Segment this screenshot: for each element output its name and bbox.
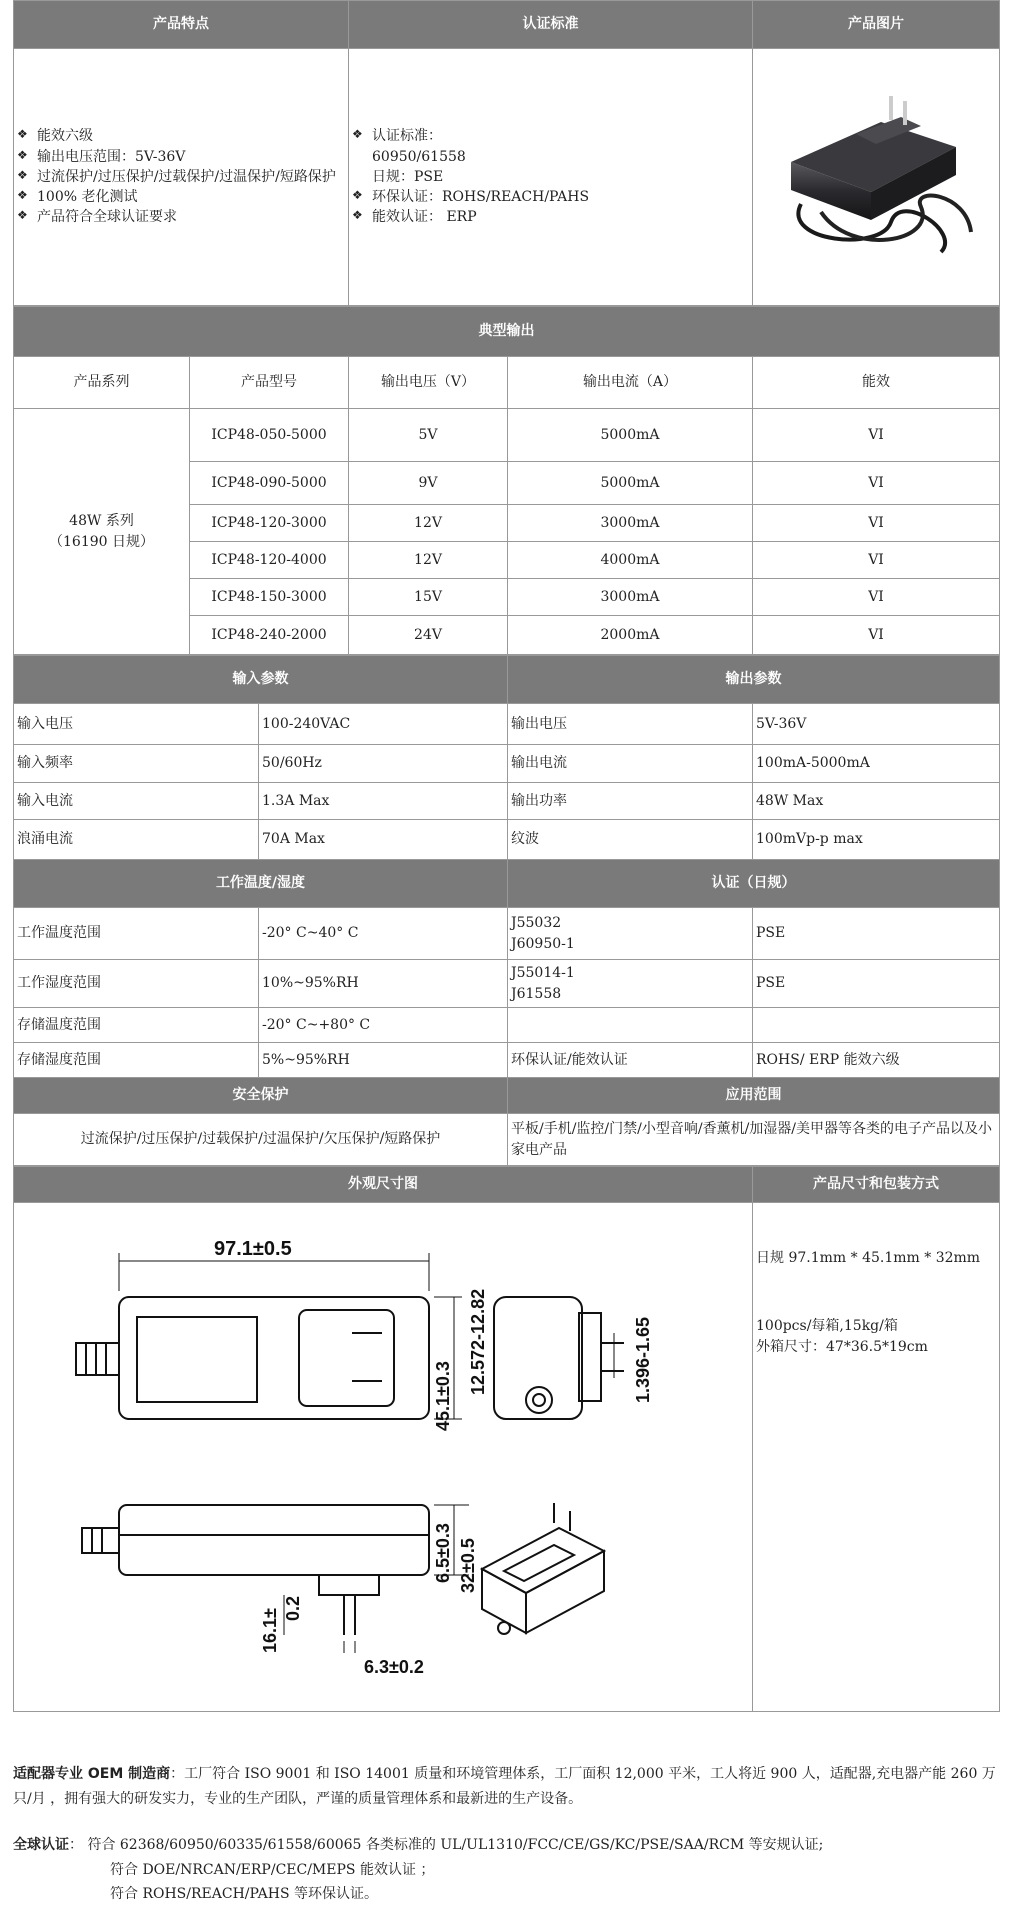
col-current: 输出电流（A） [508, 357, 753, 409]
features-header: 产品特点 [14, 1, 349, 49]
application-text: 平板/手机/监控/门禁/小型音响/香薰机/加湿器/美甲器等各类的电子产品以及小家电产品 [508, 1114, 1000, 1166]
features-list: ❖ 能效六级 ❖ 输出电压范围：5V-36V ❖ 过流保护/过压保护/过载保护/过温保护/短路保护 ❖ 100% 老化测试 ❖ 产品符合全球认证要求 [14, 49, 349, 306]
dim-prong-tol: 0.2 [283, 1595, 303, 1621]
col-efficiency: 能效 [753, 357, 1000, 409]
bullet-icon: ❖ [17, 127, 28, 142]
table-row: ICP48-150-3000 15V 3000mA VI [14, 579, 1000, 616]
size-title: 产品尺寸和包装方式 [753, 1167, 1000, 1203]
certs-header: 认证标准 [349, 1, 753, 49]
bullet-icon: ❖ [17, 208, 28, 223]
params-table [13, 655, 1000, 1166]
bullet-icon: ❖ [352, 188, 363, 203]
table-row: 48W 系列 （16190 日规） ICP48-050-5000 5V 5000mA VI [14, 409, 1000, 462]
typical-output-table [13, 306, 1000, 655]
table-row: 工作湿度范围 10%~95%RH J55014-1 J61558 PSE [14, 960, 1000, 1008]
input-params-title: 输入参数 [14, 656, 508, 704]
typical-output-title: 典型输出 [14, 307, 1000, 357]
table-row: ICP48-120-3000 12V 3000mA VI [14, 505, 1000, 542]
dim-side-a: 6.5±0.3 [433, 1523, 453, 1583]
application-title: 应用范围 [508, 1078, 1000, 1114]
table-row: 浪涌电流 70A Max 纹波 100mVp-p max [14, 820, 1000, 860]
dim-prong-range: 1.396-1.65 [633, 1316, 653, 1403]
env-title: 工作温度/湿度 [14, 860, 508, 908]
bullet-icon: ❖ [17, 167, 28, 182]
size-carton: 外箱尺寸：47*36.5*19cm [756, 1338, 928, 1355]
bullet-icon: ❖ [17, 147, 28, 162]
size-dims: 日规 97.1mm * 45.1mm * 32mm [756, 1250, 981, 1266]
table-row: 输入电流 1.3A Max 输出功率 48W Max [14, 783, 1000, 820]
bullet-icon: ❖ [352, 127, 363, 142]
col-model: 产品型号 [190, 357, 349, 409]
safety-text: 过流保护/过压保护/过载保护/过温保护/欠压保护/短路保护 [14, 1114, 508, 1166]
dimension-drawing-svg [14, 1203, 751, 1705]
cert-jp-title: 认证（日规） [508, 860, 1000, 908]
dim-plug-range: 12.572-12.82 [468, 1288, 488, 1395]
table-row: 存储湿度范围 5%~95%RH 环保认证/能效认证 ROHS/ ERP 能效六级 [14, 1043, 1000, 1078]
bullet-icon: ❖ [352, 208, 363, 223]
table-row: ICP48-120-4000 12V 4000mA VI [14, 542, 1000, 579]
dim-length: 97.1±0.5 [214, 1238, 292, 1260]
dim-prong-len: 16.1± [260, 1608, 280, 1653]
feature-table [13, 0, 1000, 306]
size-packing: 100pcs/每箱,15kg/箱 [756, 1318, 898, 1335]
output-params-title: 输出参数 [508, 656, 1000, 704]
table-row: ICP48-240-2000 24V 2000mA VI [14, 616, 1000, 655]
drawing-title: 外观尺寸图 [14, 1167, 753, 1203]
col-voltage: 输出电压（V） [349, 357, 508, 409]
oem-paragraph: 适配器专业 OEM 制造商：工厂符合 ISO 9001 和 ISO 14001 质量和环境管理体系，工厂面积 12,000 平米，工人将近 900 人，适配器,充电器产能 260 万只/月 ，拥有强大的研发实力，专业的生产团队，严谨的质量管理体系和最新进的生产设备。 [13, 1766, 996, 1807]
table-row: ICP48-090-5000 9V 5000mA VI [14, 462, 1000, 505]
dim-side-b: 32±0.5 [458, 1538, 478, 1593]
picture-header: 产品图片 [753, 1, 1000, 49]
safety-title: 安全保护 [14, 1078, 508, 1114]
table-row: 输入频率 50/60Hz 输出电流 100mA-5000mA [14, 745, 1000, 783]
bullet-icon: ❖ [17, 188, 28, 203]
certs-list: ❖ 认证标准： 60950/61558 日规：PSE ❖ 环保认证：ROHS/REACH/PAHS ❖ 能效认证： ERP [349, 49, 753, 306]
size-info [753, 1203, 1000, 1712]
global-cert-paragraph: 全球认证： 符合 62368/60950/60335/61558/60065 各类标准的 UL/UL1310/FCC/CE/GS/KC/PSE/SAA/RCM 等安规认证; 符合 DOE/NRCAN/ERP/CEC/MEPS 能效认证 ； 符合 ROHS/REACH/PAHS 等环保认证。 [13, 1837, 824, 1902]
col-series: 产品系列 [14, 357, 190, 409]
product-photo-cell [753, 49, 1000, 306]
table-row: 输入电压 100-240VAC 输出电压 5V-36V [14, 704, 1000, 745]
dim-width: 45.1±0.3 [433, 1361, 453, 1431]
drawing-table [13, 1166, 1000, 1712]
table-row: 工作温度范围 -20° C~40° C J55032 J60950-1 PSE [14, 908, 1000, 960]
table-row: 存储温度范围 -20° C~+80° C [14, 1008, 1000, 1043]
adapter-photo [756, 92, 996, 262]
series-cell: 48W 系列 （16190 日规） [14, 409, 190, 655]
footer [13, 1762, 999, 1907]
dim-pin-gap: 6.3±0.2 [364, 1657, 424, 1677]
dimension-drawing [14, 1203, 753, 1712]
